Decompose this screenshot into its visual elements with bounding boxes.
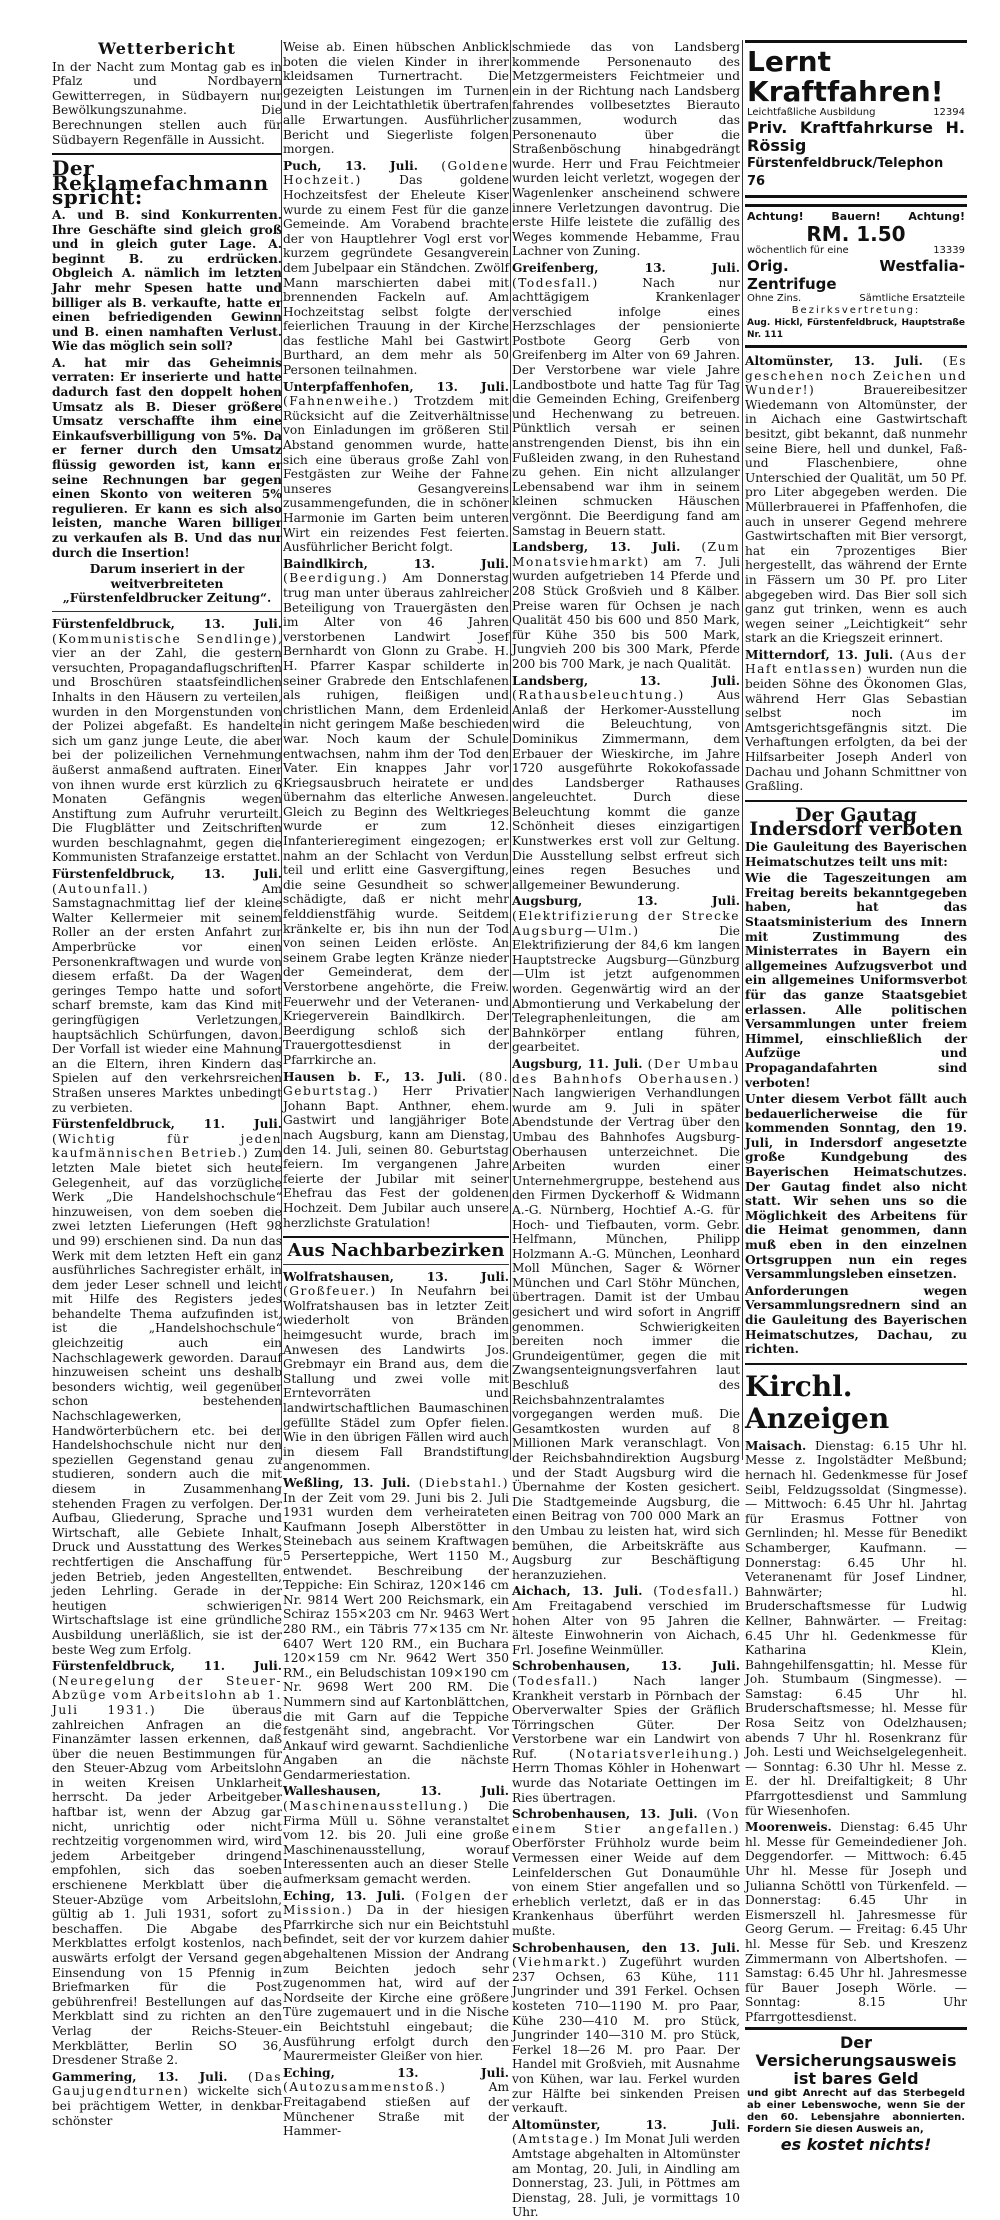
news-text: wickelte sich bei prächtigem Wetter, in denkbar schönster [52,2084,282,2128]
news-headline: (Notariatsverleihung.) [569,1746,740,1761]
news-location: Greifenberg, 13. Juli. [512,260,740,275]
news-headline: (Kommunistische Sendlinge) [52,631,279,646]
news-headline: (Goldene Hochzeit.) [283,158,509,188]
news-headline: (Autozusammenstoß.) [283,2080,447,2095]
news-text: Nach langwierigen Verhandlungen wurde am 9. Juli in später Abendstunde der Vertrag über den Umbau des Bahnhofes Augsburg-Oberhausen unterzeichnet. Die Arbeiten wurden einer Unternehmergruppe, bestehend aus den Firmen Dyckerhoff & Widmann A.-G. Nürnberg, Hochtief A.-G. für Hoch- und Tiefbauten, vorm. Gebr. Helfmann, München, Philipp Holzmann A.-G. München, Leonhard Moll München, Sager & Wörner München und Carl Stöhr München, übertragen. Damit ist der Umbau gesichert und wird sofort in Angriff genommen. Schwierigkeiten bereiten noch immer die Grundeigentümer, gegen die mit Zwangsenteignungsverfahren laut Beschluß des Reichsbahnzentralamtes vorgegangen werden muß. Die Gesamtkosten wurden auf 8 Millionen Mark veranschlagt. Von der Reichsbahndirektion Augsburg und der Stadt Augsburg wird die Übernahme der Kosten gesichert. Die Stadtgemeinde Augsburg, die einen Beitrag von 700 000 Mark an den Umbau zu leisten hat, wird sich bemühen, die Arbeitskräfte aus Augsburg zur Beschäftigung heranzuziehen. [512,1086,740,1582]
ad-name: Orig. Westfalia-Zentrifuge [747,257,965,293]
reklame-heading: Der Reklamefachmann spricht: [52,156,269,210]
news-headline: (Autounfall.) [52,881,150,896]
news-item [745,354,967,646]
divider [745,800,967,802]
column-1 [52,39,283,2128]
news-headline: (80. Geburtstag.) [283,1069,510,1099]
news-item [512,1941,740,2116]
news-text: , vier an der Zahl, die gestern versuchten, Propagandaflugschriften und Broschüren staatsfeindlichen Inhalts in den Häusern zu verteilen, wurden in den Morgenstunden von der Polizei abgefaßt. Es handelte sich um ganz junge Leute, die aber bei der polizeilichen Vernehmung äußerst anmaßend auftraten. Einer von ihnen wurde erst kürzlich zu 6 Monaten Gefängnis wegen Anstiftung zum Aufruhr verurteilt. Die Flugblätter und Zeitschriften wurden beschlagnahmt, gegen die Kommunisten Strafanzeige erstattet. [52,631,282,865]
news-location: Altomünster, 13. Juli. [512,2117,740,2132]
news-location: Fürstenfeldbruck, 11. Juli. [52,1117,282,1132]
ad-address: Aug. Hickl, Fürstenfeldbruck, Hauptstraße Nr. 111 [747,318,965,340]
gautag-paragraph: Die Gauleitung des Bayerischen Heimatschutzes teilt uns mit: [745,840,967,869]
reklame-paragraph: A. hat mir das Geheimnis verraten: Er inserierte und hatte dadurch fast den doppelt hohen Umsatz als B. Dieser größere Umsatz verschaffte ihm eine Einkaufsverbilligung von 5%. Da er ferner durch den Umsatz flüssig geworden ist, kann er seine Rechnungen bar gegen einen Skonto von weiteren 5% regulieren. Er kann es sich also leisten, manche Waren billiger zu verkaufen als B. Und das nur durch die Insertion! [52,355,282,560]
news-location: Schrobenhausen, 13. Juli. [512,1807,698,1822]
news-text: Zum letzten Male bietet sich heute Gelegenheit, auf das vorzügliche Werk „Die Handelshochschule“ hinzuweisen, von dem soeben die zwei letzten Lieferungen (Heft 98 und 99) erschienen sind. Da nun das Werk mit dem letzten Heft ein ganz ausführliches Sachregister erhält, in dem jeder Leser schnell und leicht mit Hilfe des Registers jedes behandelte Thema aufzufinden ist, ist die „Handelshochschule“ gleichzeitig auch ein Nachschlagewerk geworden. Darauf hinzuweisen scheint uns deshalb besonders wichtig, weil gegenüber schon bestehenden Nachschlagewerken, Handwörterbüchern etc. bei der Handelshochschule nicht nur den speziellen Gegenstand genau zu studieren, sondern auch die mit diesem in Zusammenhang stehenden Fragen zu verfolgen. Der Aufbau, Gliederung, Sprache und Wirtschaft, alle Gebiete Inhalt, Druck und Ausstattung des Werkes rechtfertigen die Anschaffung für jeden Betrieb, jeden Angestellten, jeden Lehrling. Gerade in der heutigen schwierigen Wirtschaftslage ist eine gründliche Ausbildung unerläßlich, sie ist der beste Weg zum Erfolg. [52,1146,283,1657]
ad-number: 13339 [933,245,965,256]
news-location: Gammering, 13. Juli. [52,2069,228,2084]
news-headline: (Großfeuer.) [283,1284,377,1299]
parish-name: Maisach. [745,1438,807,1453]
news-item [512,1659,740,1805]
news-text: Das goldene Hochzeitsfest der Eheleute Kiser wurde zu einem Fest für die ganze Gemeinde. Am Vorabend brachte der von Hauptlehrer Vogl erst vor kurzem gegründete Gesangverein dem Jubelpaar ein Ständchen. Zwölf Mann marschierten dabei mit brennenden Fackeln auf. Am Hochzeitstag selbst folgte der feierlichen Trauung in der Kirche das festliche Mahl bei Gastwirt Burthard, an dem mehr als 50 Personen teilnahmen. [283,173,509,378]
news-location: Landsberg, 13. Juli. [512,673,740,688]
news-item [283,1070,509,1231]
news-continuation: Weise ab. Einen hübschen Anblick boten die vielen Kinder in ihrer kleidsamen Turnertracht. Die gezeigten Leistungen im Turnen und in der Leichtathletik übertrafen alle Erwartungen. Ausführlicher Bericht und Siegerliste folgen morgen. [283,40,509,157]
news-item [512,2118,740,2220]
news-location: Unterpfaffenhofen, 13. Juli. [283,379,509,394]
news-text: Am Donnerstag trug man unter überaus zahlreicher Beteiligung von Trauergästen den im Alter von 46 Jahren verstorbenen Landwirt Josef Bernhardt von Glonn zu Grabe. H. H. Pfarrer Kaspar schilderte in seiner Grabrede den Entschlafenen als ruhigen, fleißigen und christlichen Mann, dem Erdenleid in nicht geringem Maße beschieden war. Noch kaum der Schule entwachsen, nahm ihm der Tod den Vater. Ein knappes Jahr vor Kriegsausbruch heiratete er und übernahm das elterliche Anwesen. Gleich zu Beginn des Weltkrieges wurde er zum 12. Infanterieregiment eingezogen; er nahm an der Schlacht von Verdun teil und erlitt eine Gasvergiftung, die seine Gesundheit so schwer schädigte, daß er nicht mehr felddienstfähig wurde. Seitdem kränkelte er, bis ihn nun der Tod von seinen Leiden erlöste. An seinem Grabe legten Kränze nieder der Gemeinderat, dem der Verstorbene angehörte, die Freiw. Feuerwehr und der Veteranen- und Kriegerverein Baindlkirch. Der Beerdigung schloß sich der Trauergottesdienst in der Pfarrkirche an. [283,571,509,1067]
news-item [283,1476,509,1782]
news-text: am 7. Juli wurden aufgetrieben 14 Pferde und 208 Stück Großvieh und 8 Kälber. Preise waren für Ochsen je nach Qualität 450 bis 600 und 850 Mark, für Kühe 350 bis 500 Mark, Jungvieh 200 bis 300 Mark, Pferde 200 bis 700 Mark, je nach Qualität. [512,554,740,671]
news-headline: (Neuregelung der Steuer-Abzüge vom Arbeitslohn ab 1. Juli 1931.) [52,1673,282,1717]
ad-price: RM. 1.50 [806,222,906,246]
parish-name: Moorenweis. [745,1820,832,1835]
news-headline: (Todesfall.) [512,275,599,290]
column-2 [283,40,510,2139]
news-text: Oberförster Frühholz wurde beim Vermessen einer Weide auf dem Leinfelderschen Gut Donaumühle von einem Stier angefallen und so erheblich verletzt, daß er in das Krankenhaus überführt werden mußte. [512,1836,740,1938]
news-item [283,557,509,1068]
news-text: Brauereibesitzer Wiedemann von Altomünster, der in Aichach eine Gastwirtschaft besitzt, gibt bekannt, daß nunmehr seine Biere, hell und dunkel, Faß- und Flaschenbiere, ohne Unterschied der Qualität, um 50 Pf. pro Liter abgegeben werden. Die Müllerbrauerei in Pfaffenhofen, die auch in unserer Gegend mehrere Gastwirtschaften mit Bier versorgt, hat ein 7prozentiges Bier hergestellt, das während der Ernte in Fässern um 30 Pf. pro Liter abgegeben wird. Das Bier soll sich ganz gut trinken, wenn es auch wegen seiner „Leichtigkeit“ sehr stark an die Kriegszeit erinnert. [745,383,967,646]
ad-address: Fürstenfeldbruck/Telephon 76 [747,156,944,189]
ad-text: Achtung! [747,210,804,223]
news-text: Die Elektrifizierung der 84,6 km langen Hauptstrecke Augsburg—Günzburg—Ulm ist jetzt aufgenommen worden. Gegenwärtig wird an der Abmontierung und Verkabelung der Telegraphenleitungen, die am Bahnkörper entlang führen, gearbeitet. [512,923,740,1055]
news-headline: (Es geschehen noch Zeichen und Wunder!) [745,354,968,398]
news-item [52,2070,282,2128]
ad-text: Bauern! [831,210,881,223]
divider [283,1236,509,1238]
news-location: Wolfratshausen, 13. Juli. [283,1269,509,1284]
news-text: Zugeführt wurden 237 Ochsen, 63 Kühe, 111 Jungrinder und 391 Ferkel. Ochsen kosteten 710—1190 M. pro Paar, Kühe 230—410 M. pro Stück, Jungrinder 140—310 M. pro Stück, Ferkel 18—26 M. pro Paar. Der Handel mit Großvieh, mit Ausnahme von Kühen, war lau. Ferkel wurden zur Hälfte bei sinkenden Preisen verkauft. [512,1955,740,2116]
news-headline: (Todesfall.) [653,1584,740,1599]
news-text: Da in der hiesigen Pfarrkirche sich nur ein Beichtstuhl befindet, seit der vor kurzem dahier abgehaltenen Mission der Andrang zum Beichten jedoch sehr zugenommen hat, wird auf der Nordseite der Kirche eine größere Türe zugemauert und in die Nische ein Beichtstuhl eingebaut; die Ausführung erfolgt durch den Maurermeister Gleißer von hier. [283,1903,509,2064]
ad-text: Achtung! [908,210,965,223]
news-item [745,648,967,794]
news-headline: (Todesfall.) [512,1673,599,1688]
reklame-paragraph: A. und B. sind Konkurrenten. Ihre Geschäfte sind gleich groß und in gleich guter Lage. A. beginnt B. zu erdrücken. Obgleich A. nämlich im letzten Jahr mehr Spesen hatte und billiger als B. verkaufte, hatte er einen befriedigenden Gewinn und B. einen namhaften Verlust. Wie das möglich sein soll? [52,207,282,354]
divider [52,153,282,155]
news-headline: (Diebstahl.) [418,1476,509,1490]
gautag-paragraph: Wie die Tageszeitungen am Freitag bereits bekanntgegeben haben, hat das Staatsministerium des Innern mit Zustimmung des Ministerrates in Bayern ein allgemeines Aufzugsverbot und ein allgemeines Uniformsverbot für das ganze Staatsgebiet erlassen. Alle politischen Versammlungen unter freiem Himmel, einschließlich der Aufzüge und Propagandafahrten sind verboten! [745,871,967,1090]
news-text: wurden nun die beiden Söhne des Ökonomen Glas, während Herr Glas Sebastian selbst noch im Amtsgerichtsgefängnis sitzt. Die Verhaftungen erfolgten, da bei der Hilfsarbeiter Joseph Anderl von Dachau und Johann Schmittner von Graßling. [745,662,967,794]
news-location: Mitterndorf, 13. Juli. [745,647,894,662]
news-location: Schrobenhausen, den 13. Juli. [512,1940,740,1955]
reklame-paragraph: Darum inseriert in der weitverbreiteten „Fürstenfeldbrucker Zeitung“. [62,562,272,606]
driving-school-ad [745,40,967,198]
news-item [512,261,740,538]
news-location: Augsburg, 11. Juli. [512,1056,643,1071]
news-continuation: schmiede das von Landsberg kommende Personenauto des Metzgermeisters Feichtmeier und ein in der Richtung nach Landsberg fahrendes vollbesetztes Bierauto zusammen, wodurch das Personenauto über die Straßenböschung hinabgedrängt wurde. Herr und Frau Feichtmeier wurden leicht verletzt, wogegen der Wagenlenker anscheinend schwere innere Verletzungen davontrug. Die erste Hilfe leistete die zufällig des Weges kommende Hebamme, Frau Lachner von Zuning. [512,40,740,259]
insurance-ad [745,2027,967,2158]
divider [745,1363,967,1365]
news-headline: (Folgen der Mission.) [283,1888,509,1918]
news-text: Die Firma Müll u. Söhne veranstaltet vom 12. bis 20. Juli eine große Maschinenausstellung, worauf Interessenten auch an dieser Stelle aufmerksam gemacht werden. [283,1799,509,1887]
news-headline: (Aus der Haft entlassen) [745,647,968,677]
news-item [52,1659,282,2068]
news-headline: (Amtstage.) [512,2132,601,2147]
news-text: Herr Privatier Johann Bapt. Anthner, ehem. Gastwirt und langjähriger Bote nach Augsburg, kann am Dienstag, den 14. Juli, seinen 80. Geburtstag feiern. Im vergangenen Jahre feierte der Jubilar mit seiner Ehefrau das Fest der goldenen Hochzeit. Dem Jubilar auch unsere herzlichste Gratulation! [283,1084,509,1230]
news-text: Aus Anlaß der Herkomer-Ausstellung wird die Beleuchtung, von Dominikus Zimmermann, dem Erbauer der Wieskirche, im Jahre 1720 ausgeführte Rokokofassade des Landsberger Rathauses angeleuchtet. Durch diese Beleuchtung kommt die ganze Schönheit dieses einzigartigen Kunstwerkes erst voll zur Geltung. Die Ausstellung selbst erfreut sich eines regen Besuches und allgemeiner Bewunderung. [512,688,740,892]
ad-text: Leichtfaßliche Ausbildung [747,107,876,118]
news-item [512,1584,740,1657]
ad-text: und gibt Anrecht auf das Sterbegeld ab einer Lebenswoche, wenn Sie der den 60. Lebensjahre abonnierten. Fordern Sie diesen Ausweis an, [747,2087,965,2135]
news-headline: (Zum Monatsviehmarkt) [512,540,741,569]
news-location: Augsburg, 13. Juli. [512,894,740,909]
section-heading: Aus Nachbarbezirken [287,1240,505,1262]
column-3 [512,40,741,2220]
news-headline: (Wichtig für jeden kaufmännischen Betrieb.) [52,1131,282,1161]
divider [52,611,282,612]
news-text: In der Zeit vom 29. Juni bis 2. Juli 1931 wurden dem verheirateten Kaufmann Joseph Alberstötter in Steinebach aus seinem Kraftwagen 5 Perserteppiche, Wert 1150 M., entwendet. Beschreibung der Teppiche: Ein Schiraz, 120×146 cm Nr. 9814 Wert 200 Reichsmark, ein Schiraz 155×203 cm Nr. 9463 Wert 280 RM., ein Täbris 77×135 cm Nr. 6407 Wert 120 RM., ein Buchara 120×159 cm Nr. 9642 Wert 350 RM., ein Beludschistan 109×190 cm Nr. 9698 Wert 200 RM. Die Nummern sind auf Kartonblättchen, die mit Garn auf die Teppiche festgenäht sind, angebracht. Vor Ankauf wird gewarnt. Sachdienliche Angaben an die nächste Gendarmeriestation. [283,1490,509,1782]
news-headline: (Viehmarkt.) [512,1955,608,1970]
news-location: Fürstenfeldbruck, 11. Juli. [52,1659,282,1674]
news-item [283,380,509,555]
news-item [512,540,740,671]
news-item [283,1889,509,2064]
notice-text: Dienstag: 6.45 Uhr hl. Messe für Gemeindediener Joh. Deggendorfer. — Mittwoch: 6.45 Uhr hl. Messe für Joseph und Julianna Schöttl von Türkenfeld. — Donnerstag: 6.45 Uhr in Eismerszell hl. Jahresmesse für Georg Gerum. — Freitag: 6.45 Uhr hl. Messe für Seb. und Kreszenz Zimmermann von Albertshofen. — Samstag: 6.45 Uhr hl. Jahresmesse für Bauer Joseph Wörle. — Sonntag: 8.15 Uhr Pfarrgottesdienst. [745,1820,967,2024]
news-location: Altomünster, 13. Juli. [745,354,923,368]
weather-heading: Wetterbericht [98,39,236,58]
news-item [512,1057,740,1582]
news-text: Am Freitagabend verschied im hohen Alter von 95 Jahren die älteste Einwohnerin von Aichach, Frl. Josefine Weinmüller. [512,1598,740,1657]
news-text: Am Freitagabend stießen auf der Münchener Straße mit der Hammer- [283,2080,509,2139]
news-headline: (Elektrifizierung der Strecke Augsburg—Ulm.) [512,909,740,938]
column-rule [742,40,743,1460]
ad-text: es kostet nichts! [780,2134,932,2154]
gautag-paragraph: Anforderungen wegen Versammlungsrednern sind an die Gauleitung des Bayerischen Heimatschutzes, Dachau, zu richten. [745,1283,967,1357]
news-item [283,1270,509,1474]
news-text: Nach langer Krankheit verstarb in Pörnbach der Oberverwalter Spies der Gräflich Törringschen Güter. Der Verstorbene war ein Landwirt von Ruf. [512,1673,740,1761]
news-location: Walleshausen, 13. Juli. [283,1784,509,1799]
news-text: Trotzdem mit Rücksicht auf die Zeitverhältnisse von Einladungen im größeren Stil Abstand genommen wurde, hatte sich eine überaus große Zahl von Festgästen zur Weihe der Fahne unseres Gesangvereins zusammengefunden, die in schöner Harmonie im Garten beim unteren Wirt ein reizendes Fest feierten. Ausführlicher Bericht folgt. [283,394,509,555]
news-location: Eching, 13. Juli. [283,1888,405,1903]
column-4 [745,40,968,2154]
church-notices-heading: Kirchl. Anzeigen [745,1369,890,1435]
weather-text: In der Nacht zum Montag gab es in Pfalz und Nordbayern Gewitterregen, in Südbayern nur Bewölkungszunahme. Die Berechnungen stellen auch für Südbayern Regenfälle in Aussicht. [52,59,282,147]
ad-title: Lernt Kraftfahren! [747,45,944,108]
news-text: Im Monat Juli werden Amtstage abgehalten in Altomünster am Montag, 20. Juli, in Aindling am Donnerstag, 23. Juli, in Pöttmes am Dienstag, 28. Juli, je vormittags 10 Uhr. [512,2132,740,2220]
news-location: Aichach, 13. Juli. [512,1584,643,1599]
news-item [52,617,282,865]
ad-title: Der Versicherungsausweis ist bares Geld [755,2032,957,2088]
news-text: In Neufahrn bei Wolfratshausen bas in letzter Zeit wiederholt von Bränden heimgesucht wurde, brach im Anwesen des Landwirts Jos. Grebmayr ein Brand aus, dem die Stallung und zwei volle mit Erntevorräten und landwirtschaftlichen Baumaschinen gefüllte Städel zum Opfer fielen. Wie in den übrigen Fällen wird auch in diesem Fall Brandstiftung angenommen. [283,1284,509,1474]
ad-text: Sämtliche Ersatzteile [859,293,965,304]
news-location: Weßling, 13. Juli. [283,1476,411,1490]
gautag-paragraph: Unter diesem Verbot fällt auch bedauerlicherweise die für kommenden Sonntag, den 19. Juli, in Indersdorf angesetzte große Kundgebung des Bayerischen Heimatschutzes. Der Gautag findet also nicht statt. Wir sehen uns so die Möglichkeit des Arbeitens für die Heimat genommen, dann muß eben in den einzelnen Ortsgruppen nun ein reges Versammlungsleben einsetzen. [745,1092,967,1282]
news-item [512,894,740,1055]
news-headline: (Das Gaujugendturnen) [52,2069,282,2099]
news-location: Fürstenfeldbruck, 13. Juli. [52,867,282,882]
news-location: Eching, 13. Juli. [283,2065,509,2080]
news-text: Die überaus zahlreichen Anfragen an die Finanzämter lassen erkennen, daß über die neuen Bestimmungen für den Steuer-Abzug vom Arbeitslohn in weiten Kreisen Unklarheit herrscht. Da jeder Arbeitgeber haftbar ist, wenn der Abzug gar nicht, unrichtig oder nicht rechtzeitig vorgenommen wird, wird jedem Arbeitgeber dringend empfohlen, sich das soeben erschienene Merkblatt über die Steuer-Abzüge vom Arbeitslohn, gültig ab 1. Juli 1931, sofort zu beschaffen. Die Abgabe des Merkblattes erfolgt kostenlos, nach auswärts erfolgt der Versand gegen Einsendung von 15 Pfennig in Briefmarken für die Post gebührenfrei! Bestellungen auf das Merkblatt sind zu richten an den Verlag der Reichs-Steuer-Merkblätter, Berlin SO 36, Dresdener Straße 2. [52,1702,282,2068]
news-location: Fürstenfeldbruck, 13. Juli. [52,616,282,631]
news-item [283,159,509,378]
ad-text: Ohne Zins. [747,293,802,304]
news-location: Baindlkirch, 13. Juli. [283,556,509,571]
news-location: Puch, 13. Juli. [283,158,418,173]
news-headline: (Rathausbeleuchtung.) [512,688,685,703]
news-text: Am Samstagnachmittag lief der kleine Walter Kellermeier mit seinem Roller an der ersten Anfahrt zur Amperbrücke vor einen Personenkraftwagen und wurde von diesem erfaßt. Da der Wagen geringes Tempo hatte und sofort scharf bremste, kam das Kind mit geringfügigen Verletzungen, hauptsächlich Schürfungen, davon. Der Vorfall ist wieder eine Mahnung an die Eltern, ihren Kindern das Spielen auf den verkehrsreichen Straßen unseres Marktes unbedingt zu verbieten. [52,881,282,1115]
news-location: Landsberg, 13. Juli. [512,540,681,555]
news-headline: (Von einem Stier angefallen.) [512,1807,740,1836]
news-item [52,1117,282,1657]
news-headline: (Fahnenweihe.) [283,394,400,409]
news-headline: (Der Umbau des Bahnhofs Oberhausen.) [512,1056,741,1086]
notice-text: Dienstag: 6.15 Uhr hl. Messe z. Ingolstädter Meßbund; hernach hl. Gedenkmesse für Josef Seibl, Feldzugssoldat (Singmesse). — Mittwoch: 6.45 Uhr hl. Jahrtag für Erasmus Fottner von Gernlinden; hl. Messe für Benedikt Schamberger, Kaufmann. — Donnerstag: 6.45 Uhr hl. Veteranenamt für Josef Lindner, Bahnwärter; hl. Bruderschaftsmesse für Ludwig Kellner, Bahnwärter. — Freitag: 6.45 Uhr hl. Gedenkmesse für Katharina Klein, Bahngehilfensgattin; hl. Messe für Joh. Stumbaum (Singmesse). — Samstag: 6.45 Uhr hl. Bruderschaftsmesse; hl. Messe für Rosa Seitz von Odelzhausen; abends 7 Uhr hl. Rosenkranz für Joh. Lesti und Weichselgelegenheit. — Sonntag: 6.30 Uhr hl. Messe z. E. der hl. Dreifaltigkeit; 8 Uhr Pfarrgottesdienst und Sammlung für Wiesenhofen. [745,1438,967,1818]
news-item [512,1807,740,1938]
news-item [283,2066,509,2139]
ad-name: Priv. Kraftfahrkurse H. Rössig [747,118,965,155]
gautag-heading: Der Gautag Indersdorf verboten [749,803,963,841]
news-text: Nach nur achttägigem Krankenlager verschied infolge eines Herzschlages der pensionierte Postbote Georg Gerb von Greifenberg im Alter von 69 Jahren. Der Verstorbene war viele Jahre Landbostbote und hatte Tag für Tag die Gemeinden Eching, Greifenberg und Hechenwang zu betreuen. Pünktlich versah er seinen anstrengenden Dienst, bis ihn ein Fußleiden zwang, in den Ruhestand zu gehen. Ein nicht allzulanger Lebensabend war ihm in seinem kleinen schmucken Häuschen vergönnt. Die Beerdigung fand am Samstag in Beuern statt. [512,275,740,538]
news-item [283,1784,509,1886]
column-rule [510,40,511,1460]
church-notice [745,1439,967,1818]
centrifuge-ad [745,204,967,348]
news-location: Hausen b. F., 13. Juli. [283,1069,466,1084]
ad-text: wöchentlich für eine [747,245,849,256]
news-item [512,674,740,893]
ad-number: 12394 [933,107,965,118]
news-item [52,867,282,1115]
divider [283,1264,509,1265]
ad-text: Bezirksvertretung: [791,305,921,316]
news-text: Herrn Thomas Köhler in Hohenwart wurde das Notariate Oettingen im Ries übertragen. [512,1761,740,1805]
news-headline: (Maschinenausstellung.) [283,1799,470,1814]
news-location: Schrobenhausen, 13. Juli. [512,1659,740,1674]
church-notice [745,1820,967,2024]
news-headline: (Beerdigung.) [283,571,389,586]
